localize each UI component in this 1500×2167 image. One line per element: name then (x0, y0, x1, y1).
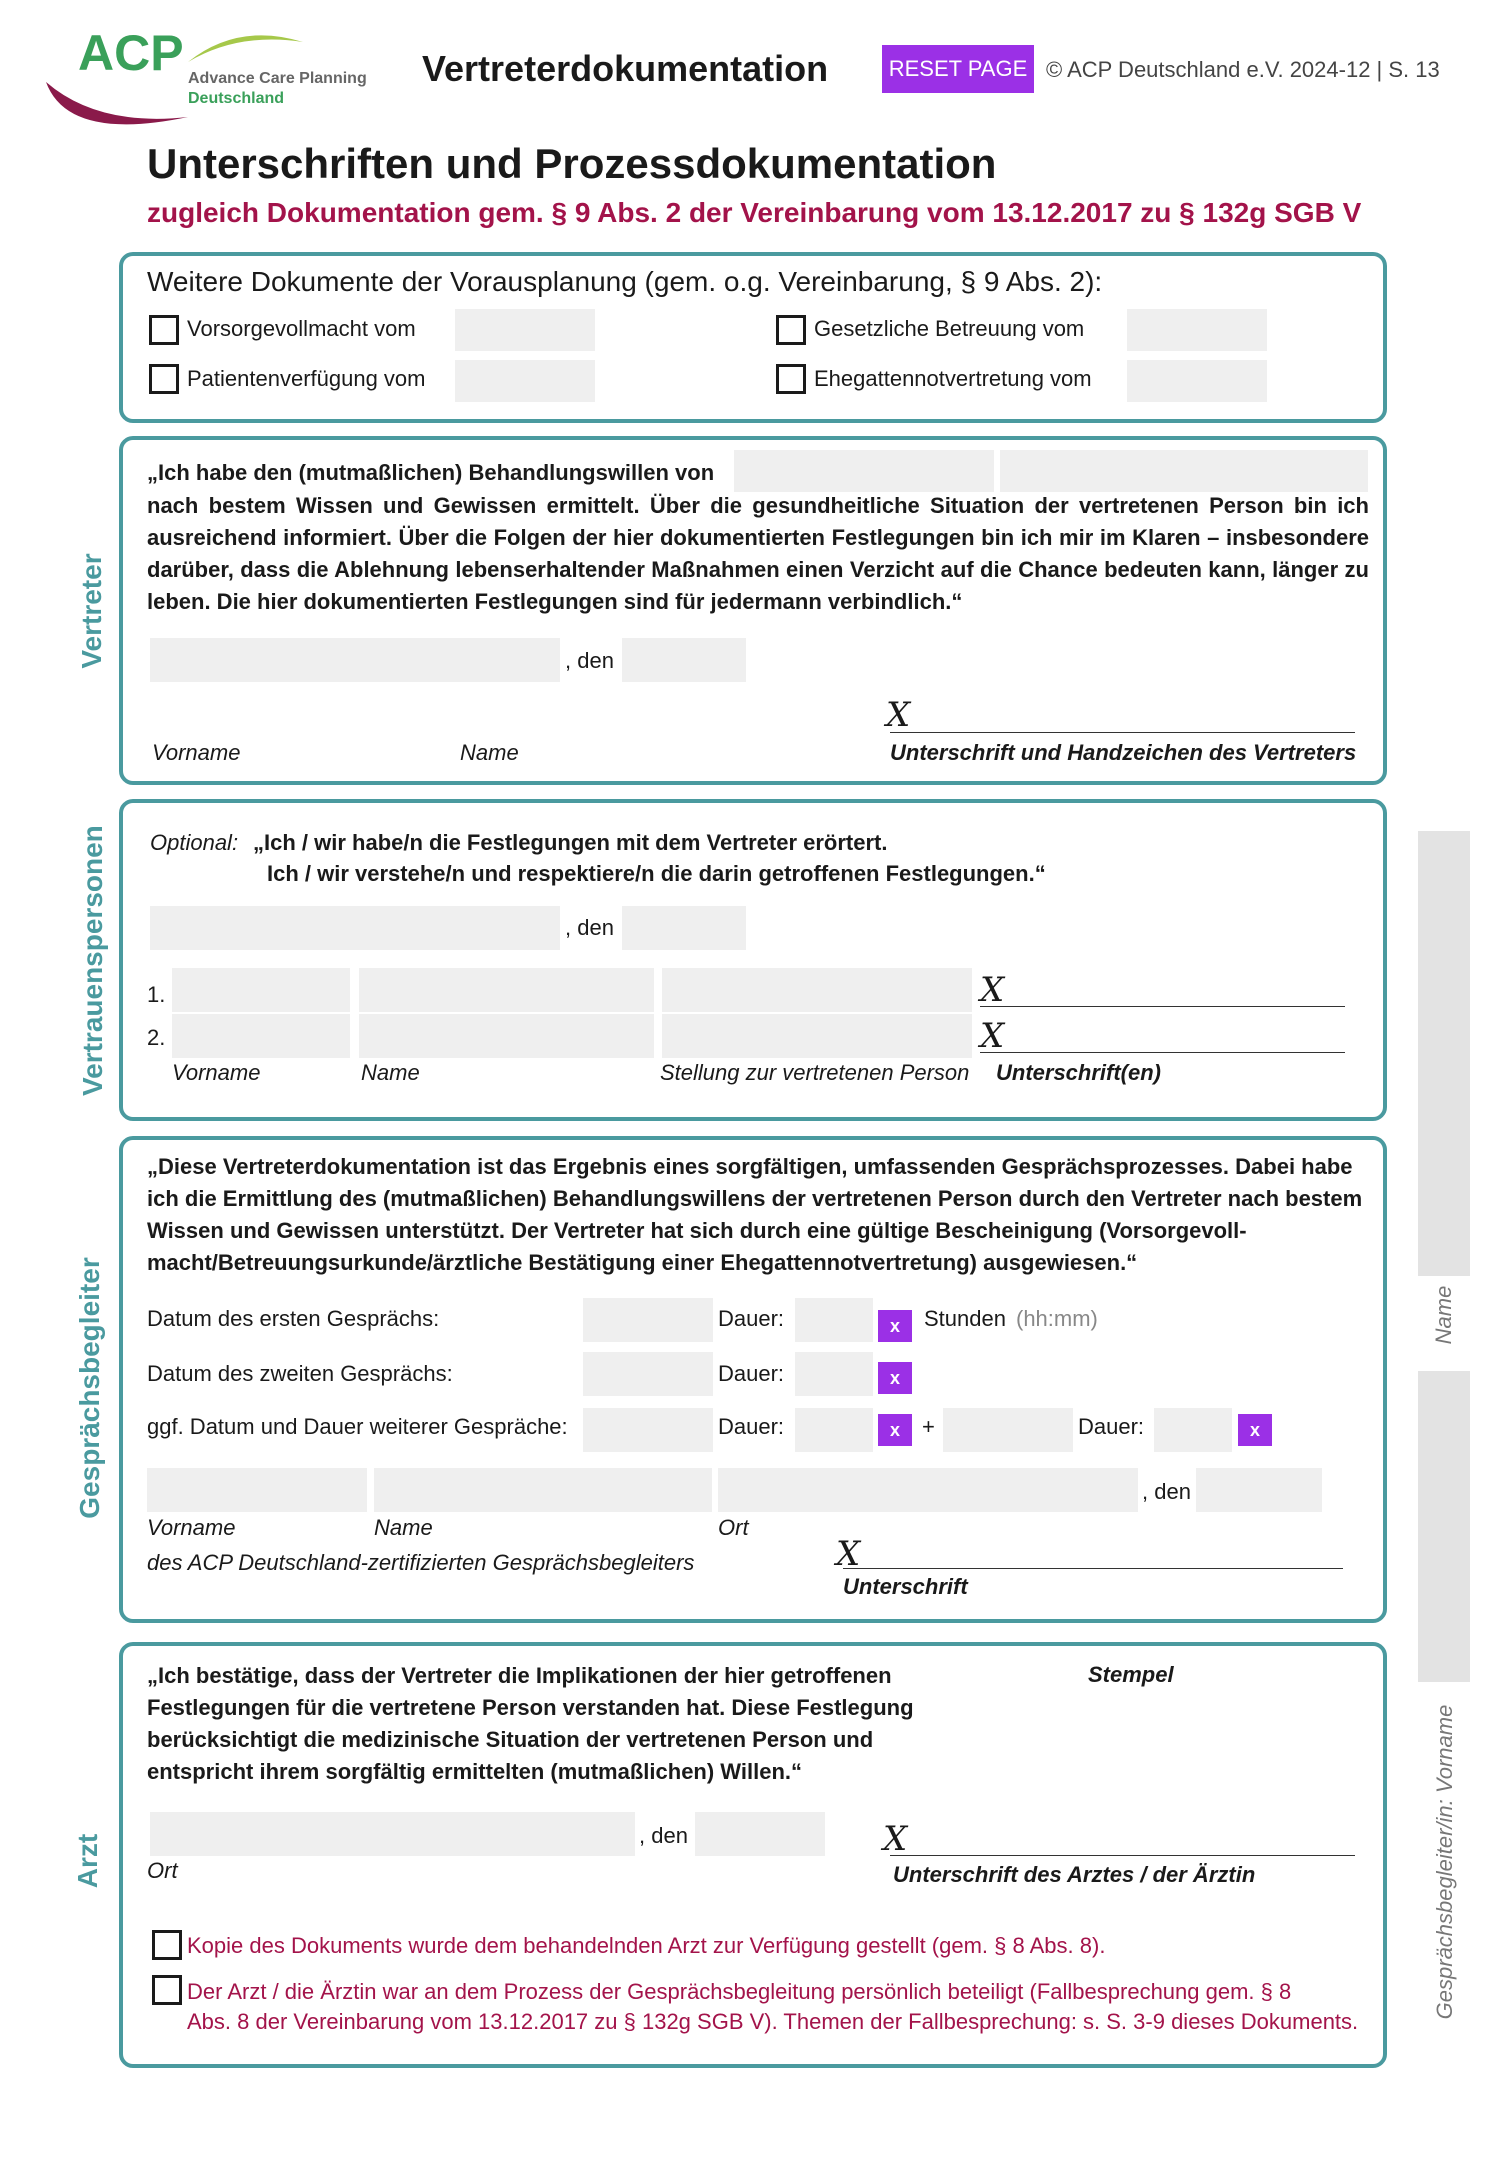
person-2-number: 2. (147, 1025, 166, 1050)
person-2-stellung-field[interactable] (662, 1014, 972, 1058)
begleiter-signature-line[interactable] (843, 1568, 1343, 1569)
dauer2-label: Dauer: (718, 1361, 785, 1386)
dauer1-label: Dauer: (718, 1306, 785, 1331)
datum4-field[interactable] (943, 1408, 1073, 1452)
person-2-signature-mark: X (980, 1016, 1005, 1056)
datum1-field[interactable] (583, 1298, 713, 1342)
betreuung-label: Gesetzliche Betreuung vom (814, 316, 1085, 341)
vertrauen-side-label: Vertrauenspersonen (77, 825, 108, 1096)
vertreter-side-label: Vertreter (76, 553, 107, 669)
arzt-signature-caption: Unterschrift des Arztes / der Ärztin (893, 1862, 1256, 1887)
hhmm-hint: (hh:mm) (1016, 1306, 1098, 1331)
person-1-vorname-field[interactable] (172, 968, 350, 1012)
kopie-checkbox[interactable] (152, 1930, 182, 1960)
vertrauen-ort-field[interactable] (150, 906, 560, 950)
datum3-field[interactable] (583, 1408, 713, 1452)
betreuung-checkbox[interactable] (776, 315, 806, 345)
beteiligt-label-2: Abs. 8 der Vereinbarung vom 13.12.2017 zu § 132g SGB V). Themen der Fallbesprechung: s. S. 3-9 dieses Dokuments. (187, 2009, 1359, 2034)
optional-label: Optional: (150, 830, 239, 855)
doc-title: Vertreterdokumentation (422, 48, 829, 89)
logo-line1: Advance Care Planning (188, 70, 367, 87)
datum2-field[interactable] (583, 1352, 713, 1396)
patient-label: Patientenverfügung vom (187, 366, 426, 391)
begleiter-ort-caption: Ort (718, 1515, 749, 1540)
betreuung-date-field[interactable] (1127, 309, 1267, 351)
begleiter-vorname-field[interactable] (147, 1468, 367, 1512)
vorsorge-checkbox[interactable] (149, 315, 179, 345)
arzt-ort-caption: Ort (147, 1858, 178, 1883)
sidebar-name-caption: Name (1431, 1285, 1456, 1345)
beteiligt-label-1: Der Arzt / die Ärztin war an dem Prozess der Gesprächsbegleitung persönlich beteiligt (Fallbesprechung gem. § 8 (187, 1979, 1292, 2004)
vorsorge-label: Vorsorgevollmacht vom (187, 316, 416, 341)
dauer2-clear-button[interactable]: x (878, 1362, 912, 1394)
begleiter-name-caption: Name (374, 1515, 433, 1540)
begleiter-name-field[interactable] (374, 1468, 712, 1512)
person-1-signature-line[interactable] (980, 1006, 1345, 1007)
patient-date-field[interactable] (455, 360, 595, 402)
person-2-signature-line[interactable] (980, 1052, 1345, 1053)
beteiligt-checkbox[interactable] (152, 1975, 182, 2005)
arzt-signature-line[interactable] (890, 1855, 1355, 1856)
acp-logo (38, 22, 378, 127)
person-2-name-field[interactable] (359, 1014, 654, 1058)
dauer4-label: Dauer: (1078, 1414, 1145, 1439)
dauer2-field[interactable] (795, 1352, 873, 1396)
vertrauen-date-field[interactable] (622, 906, 746, 950)
ehegatten-date-field[interactable] (1127, 360, 1267, 402)
vertrauen-quote-1: „Ich / wir habe/n die Festlegungen mit dem Vertreter erörtert. (253, 830, 888, 855)
vertreter-person-field-1[interactable] (734, 450, 994, 492)
dauer1-field[interactable] (795, 1298, 873, 1342)
arzt-date-field[interactable] (695, 1812, 825, 1856)
datum3-label: ggf. Datum und Dauer weiterer Gespräche: (147, 1414, 568, 1439)
vertrauen-signature-caption: Unterschrift(en) (996, 1060, 1162, 1085)
datum2-label: Datum des zweiten Gesprächs: (147, 1361, 453, 1386)
begleiter-date-field[interactable] (1196, 1468, 1322, 1512)
patient-checkbox[interactable] (149, 364, 179, 394)
arzt-side-label: Arzt (72, 1833, 103, 1889)
begleiter-signature-mark: X (836, 1534, 861, 1574)
page-title: Unterschriften und Prozessdokumentation (147, 140, 997, 187)
person-1-number: 1. (147, 982, 166, 1007)
dauer4-clear-button[interactable]: x (1238, 1414, 1272, 1446)
person-1-name-field[interactable] (359, 968, 654, 1012)
vertreter-statement: nach bestem Wissen und Gewissen ermittelt. Über die gesundheitliche Situation der vertretenen Person bin ich ausreichend informiert. Über die Folgen der hier dokumentierten Festlegungen bin ich mir im Klaren – insbesondere darüber, dass die Ablehnung lebenserhaltender Maßnahmen einen Verzicht auf die Chance bedeuten kann, länger zu leben. Die hier dokumentierten Festlegungen sind für jedermann verbindlich.“ (147, 493, 1369, 614)
vertreter-signature-line[interactable] (890, 732, 1355, 733)
person-2-vorname-field[interactable] (172, 1014, 350, 1058)
arzt-ort-field[interactable] (150, 1812, 635, 1856)
ehegatten-checkbox[interactable] (776, 364, 806, 394)
plus-label: + (922, 1414, 935, 1439)
begleiter-vorname-caption: Vorname (147, 1515, 236, 1540)
vorsorge-date-field[interactable] (455, 309, 595, 351)
arzt-den-label: , den (639, 1823, 688, 1848)
vertreter-vorname-caption: Vorname (152, 740, 241, 765)
stunden-label: Stunden (924, 1306, 1006, 1331)
page-subtitle: zugleich Dokumentation gem. § 9 Abs. 2 der Vereinbarung vom 13.12.2017 zu § 132g SGB V (147, 197, 1362, 228)
begleiter-signature-caption: Unterschrift (843, 1574, 968, 1599)
begleiter-cert-caption: des ACP Deutschland-zertifizierten Gesprächsbegleiters (147, 1550, 695, 1575)
begleiter-statement: „Diese Vertreterdokumentation ist das Ergebnis eines sorgfältigen, umfassenden Gesprächsprozesses. Dabei habe ich die Ermittlung des (mutmaßlichen) Behandlungswillens der vertretenen Person durch den Vertreter nach bestem Wissen und Gewissen unterstützt. Der Vertreter hat sich durch eine gültige Bescheinigung (Vorsorgevoll-macht/Betreuungsurkunde/ärztliche Bestätigung einer Ehegattennotvertretung) ausgewiesen.“ (147, 1154, 1363, 1275)
docs-heading: Weitere Dokumente der Vorausplanung (gem. o.g. Vereinbarung, § 9 Abs. 2): (147, 266, 1103, 297)
dauer3-label: Dauer: (718, 1414, 785, 1439)
vertreter-signature-caption: Unterschrift und Handzeichen des Vertreters (890, 740, 1357, 765)
vertrauen-vorname-caption: Vorname (172, 1060, 261, 1085)
stempel-label: Stempel (1088, 1662, 1174, 1687)
arzt-signature-mark: X (883, 1819, 908, 1859)
arzt-statement: „Ich bestätige, dass der Vertreter die Implikationen der hier getroffenen Festlegungen für die vertretene Person verstanden hat. Diese Festlegung berücksichtigt die medizinische Situation der vertretenen Person und entspricht ihrem sorgfältig ermittelten (mutmaßlichen) Willen.“ (147, 1663, 914, 1784)
vertreter-date-field[interactable] (622, 638, 746, 682)
begleiter-ort-field[interactable] (718, 1468, 1138, 1512)
reset-page-button[interactable]: RESET PAGE (882, 45, 1034, 93)
person-1-stellung-field[interactable] (662, 968, 972, 1012)
vertreter-quote-start: „Ich habe den (mutmaßlichen) Behandlungswillen von (147, 460, 715, 485)
logo-acp-text: ACP (78, 25, 184, 81)
logo-line2: Deutschland (188, 90, 285, 107)
vertreter-den-label: , den (565, 648, 614, 673)
vertreter-name-caption: Name (460, 740, 519, 765)
vertreter-name-field[interactable] (150, 638, 560, 682)
sidebar-name-field[interactable] (1418, 831, 1470, 1276)
sidebar-vorname-field[interactable] (1418, 1371, 1470, 1682)
ehegatten-label: Ehegattennotvertretung vom (814, 366, 1092, 391)
sidebar-vorname-caption: Gesprächsbegleiter/in: Vorname (1432, 1704, 1457, 2020)
begleiter-side-label: Gesprächsbegleiter (74, 1257, 105, 1519)
begleiter-den-label: , den (1142, 1479, 1191, 1504)
vertrauen-den-label: , den (565, 915, 614, 940)
vertreter-person-field-2[interactable] (1000, 450, 1368, 492)
dauer3-clear-button[interactable]: x (878, 1414, 912, 1446)
vertrauen-quote-2: Ich / wir verstehe/n und respektiere/n die darin getroffenen Festlegungen.“ (267, 861, 1046, 886)
vertreter-signature-mark: X (886, 695, 911, 735)
vertrauen-name-caption: Name (361, 1060, 420, 1085)
vertrauen-stellung-caption: Stellung zur vertretenen Person (660, 1060, 970, 1085)
kopie-label: Kopie des Dokuments wurde dem behandelnden Arzt zur Verfügung gestellt (gem. § 8 Abs. 8). (187, 1933, 1106, 1958)
copyright: © ACP Deutschland e.V. 2024-12 | S. 13 (1046, 57, 1440, 82)
dauer3-field[interactable] (795, 1408, 873, 1452)
person-1-signature-mark: X (980, 970, 1005, 1010)
datum1-label: Datum des ersten Gesprächs: (147, 1306, 440, 1331)
dauer4-field[interactable] (1154, 1408, 1232, 1452)
dauer1-clear-button[interactable]: x (878, 1310, 912, 1342)
